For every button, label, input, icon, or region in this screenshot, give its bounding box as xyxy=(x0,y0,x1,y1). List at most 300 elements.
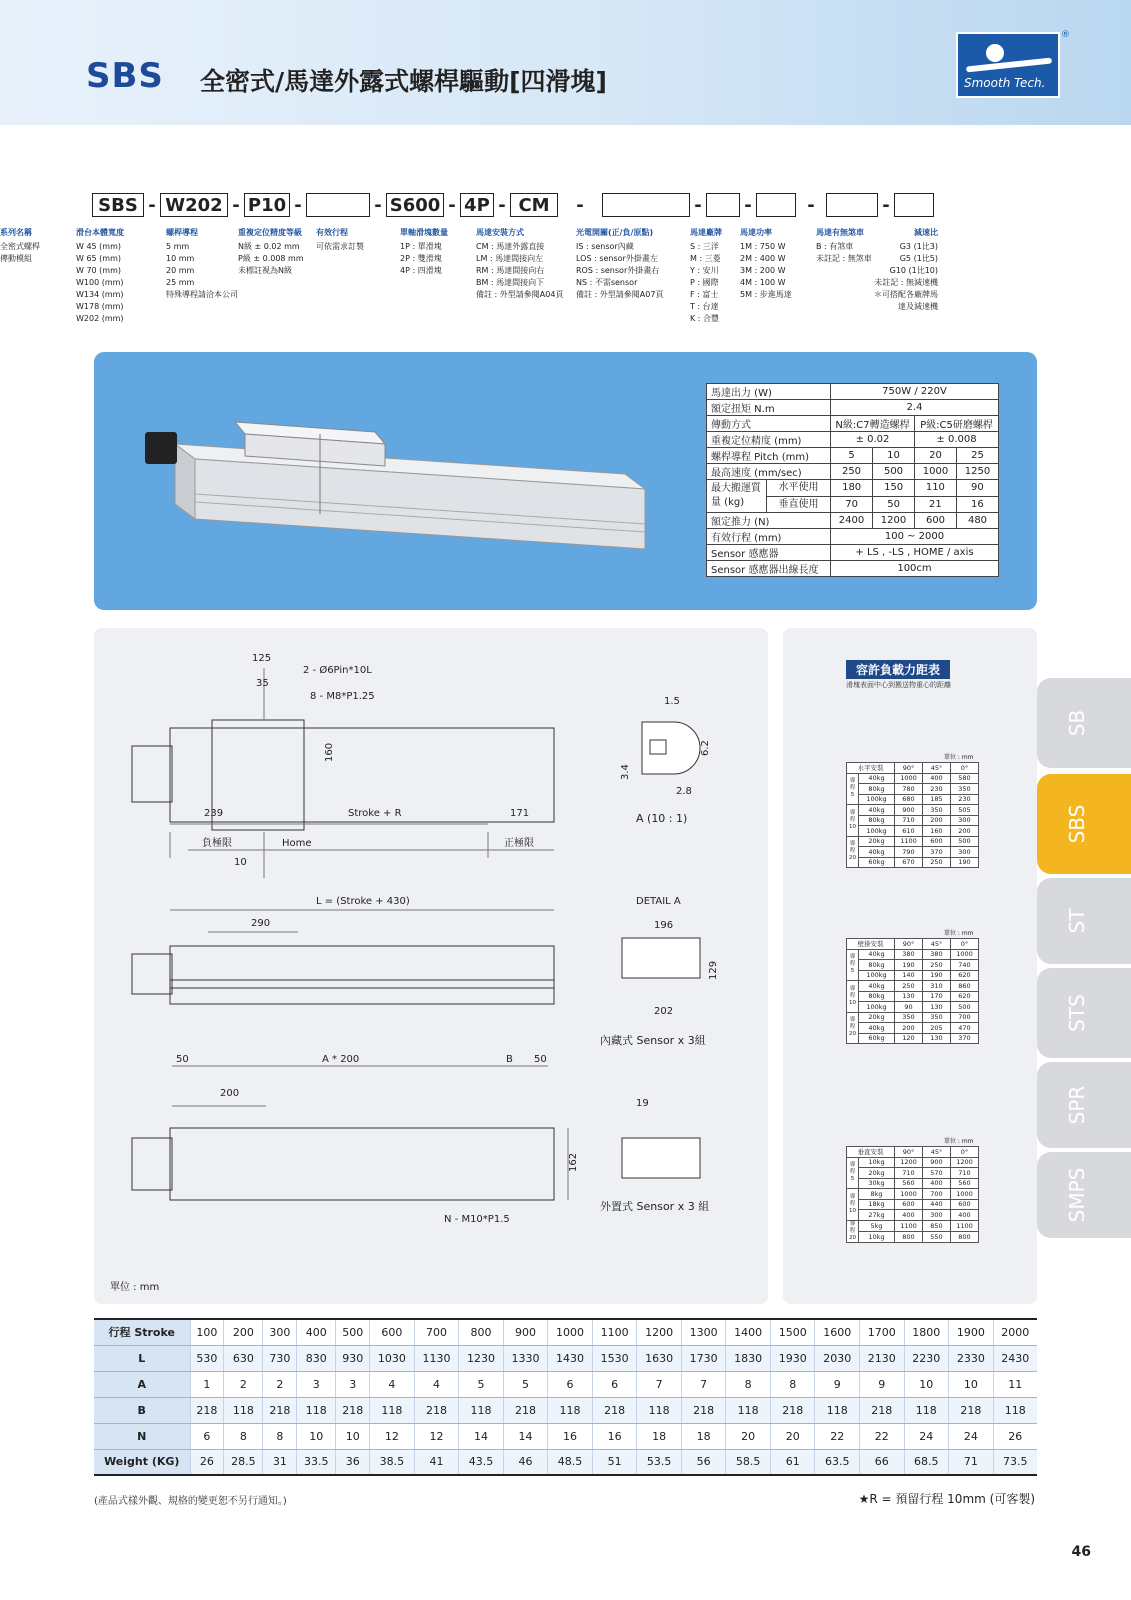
stroke-table-cell: 630 xyxy=(224,1345,263,1371)
spec-value: 16 xyxy=(971,498,984,510)
stroke-table-cell: 48.5 xyxy=(548,1449,593,1475)
tab-sbs[interactable] xyxy=(1037,774,1131,874)
dim-50a: 50 xyxy=(176,1054,189,1065)
load-angle: 45° xyxy=(923,939,951,950)
code-legend-head: 馬達功率 xyxy=(740,228,772,237)
code-legend-column xyxy=(0,227,40,265)
model-code-row: SBS - W202 - P10 - - S600 - 4P - CM - - - - - xyxy=(92,192,934,218)
code-legend-line: 全密式螺桿 xyxy=(0,242,40,251)
code-box-width: W202 xyxy=(160,193,228,217)
stroke-table-cell: 1630 xyxy=(637,1345,682,1371)
footnote-reserve: ★R = 預留行程 10mm (可客製) xyxy=(858,1492,1035,1506)
code-legend-column xyxy=(76,227,124,325)
code-legend-line: K : 合豐 xyxy=(690,314,720,323)
stroke-table-head: Weight (KG) xyxy=(94,1449,190,1475)
spec-value: 110 xyxy=(915,480,957,496)
code-legend-line: 5 mm xyxy=(166,242,190,251)
code-legend-line: W100 (mm) xyxy=(76,278,124,287)
stroke-table-cell: 1600 xyxy=(815,1319,860,1345)
load-cell: 18kg xyxy=(858,1199,894,1210)
code-legend-head: 單軸滑塊數量 xyxy=(400,228,448,237)
stroke-table-cell: 930 xyxy=(336,1345,370,1371)
code-legend-line: T : 台達 xyxy=(690,302,719,311)
company-logo xyxy=(956,30,1070,98)
code-box-sensor xyxy=(602,193,690,217)
stroke-table-head: 行程 Stroke xyxy=(94,1319,190,1345)
stroke-table-cell: 16 xyxy=(548,1423,593,1449)
load-cell: 1100 xyxy=(895,836,923,847)
load-table xyxy=(846,762,979,868)
load-cell: 900 xyxy=(923,1157,951,1168)
load-cell: 30kg xyxy=(858,1178,894,1189)
load-cell: 710 xyxy=(895,815,923,826)
stroke-table-cell: 4 xyxy=(370,1371,415,1397)
tab-sb[interactable] xyxy=(1037,678,1131,768)
load-cell: 790 xyxy=(895,847,923,858)
dim-10: 10 xyxy=(234,857,247,868)
dim-171: 171 xyxy=(510,808,530,819)
stroke-table-cell: 2230 xyxy=(904,1345,949,1371)
stroke-table-cell: 2000 xyxy=(993,1319,1037,1345)
load-cell: 610 xyxy=(895,826,923,837)
dim-pin: 2 - Ø6Pin*10L xyxy=(303,665,372,676)
stroke-table-cell: 2330 xyxy=(949,1345,994,1371)
dim-m8: 8 - M8*P1.25 xyxy=(310,691,375,702)
stroke-table-cell: 66 xyxy=(860,1449,905,1475)
stroke-table-cell: 58.5 xyxy=(726,1449,771,1475)
code-legend-line: 10 mm xyxy=(166,254,195,263)
stroke-table-cell: 218 xyxy=(263,1397,297,1423)
page-header xyxy=(0,0,1131,125)
load-cell: 670 xyxy=(895,857,923,868)
logo-swoosh-icon xyxy=(966,58,1052,73)
code-legend-line: 備註 : 外型請參閱A04頁 xyxy=(476,290,564,299)
load-pitch: 導程10 xyxy=(847,805,859,837)
load-cell: 1200 xyxy=(951,1157,979,1168)
code-legend-line: 1P : 單滑塊 xyxy=(400,242,442,251)
stroke-table-cell: 1900 xyxy=(949,1319,994,1345)
code-legend-line: IS : sensor內藏 xyxy=(576,242,634,251)
stroke-table-head: A xyxy=(94,1371,190,1397)
load-cell: 90 xyxy=(895,1002,923,1013)
stroke-table-cell: 7 xyxy=(681,1371,726,1397)
load-cell: 310 xyxy=(923,981,951,992)
load-pitch: 導程10 xyxy=(847,1189,859,1221)
load-cell: 1000 xyxy=(895,773,923,784)
code-legend-column xyxy=(816,227,872,265)
code-legend-line: W178 (mm) xyxy=(76,302,124,311)
load-cell: 205 xyxy=(923,1023,951,1034)
spec-label: Sensor 感應器出線長度 xyxy=(707,561,831,577)
stroke-table-cell: 218 xyxy=(190,1397,224,1423)
load-pitch: 導程20 xyxy=(847,836,859,868)
load-cell: 350 xyxy=(951,784,979,795)
load-table xyxy=(846,938,979,1044)
load-chart-subtitle: 滑塊表面中心到搬送物重心的距離 xyxy=(846,681,951,689)
load-table-head: 垂直安裝 xyxy=(847,1147,895,1158)
stroke-table-cell: 24 xyxy=(949,1423,994,1449)
code-legend-line: N級 ± 0.02 mm xyxy=(238,242,300,251)
load-cell: 400 xyxy=(895,1210,923,1221)
spec-value: 100cm xyxy=(831,561,999,577)
stroke-table-row xyxy=(94,1397,1037,1423)
code-legend-column xyxy=(740,227,792,301)
load-cell: 40kg xyxy=(858,949,894,960)
load-cell: 250 xyxy=(923,857,951,868)
code-box-motor-mount: CM xyxy=(510,193,558,217)
code-legend-line: G10 (1比10) xyxy=(889,266,938,275)
load-cell: 780 xyxy=(895,784,923,795)
dim-35: 35 xyxy=(256,678,269,689)
load-unit: 單位 : mm xyxy=(944,1138,974,1145)
load-cell: 1000 xyxy=(951,1189,979,1200)
stroke-table-cell: 118 xyxy=(637,1397,682,1423)
load-cell: 500 xyxy=(951,1002,979,1013)
pos-limit: 正極限 xyxy=(504,838,534,849)
code-legend-column xyxy=(238,227,304,277)
stroke-table-cell: 218 xyxy=(414,1397,459,1423)
stroke-table-cell: 1130 xyxy=(414,1345,459,1371)
page-title: 全密式/馬達外露式螺桿驅動[四滑塊] xyxy=(200,67,607,96)
stroke-table-cell: 118 xyxy=(548,1397,593,1423)
stroke-table-cell: 218 xyxy=(681,1397,726,1423)
stroke-table-cell: 4 xyxy=(414,1371,459,1397)
dim-stroke-r: Stroke + R xyxy=(348,808,402,819)
stroke-table-cell: 56 xyxy=(681,1449,726,1475)
stroke-table-cell: 26 xyxy=(190,1449,224,1475)
stroke-table-cell: 1000 xyxy=(548,1319,593,1345)
load-cell: 20kg xyxy=(858,1012,894,1023)
spec-value: 150 xyxy=(873,480,915,496)
stroke-table-cell: 2030 xyxy=(815,1345,860,1371)
technical-drawing xyxy=(94,628,768,1304)
stroke-table-cell: 900 xyxy=(503,1319,548,1345)
stroke-table-row xyxy=(94,1449,1037,1475)
dim-a200: A * 200 xyxy=(322,1054,360,1065)
load-cell: 60kg xyxy=(858,1033,894,1044)
spec-value: 5 xyxy=(831,448,873,464)
load-cell: 80kg xyxy=(858,815,894,826)
stroke-table-cell: 7 xyxy=(637,1371,682,1397)
code-legend-line: 25 mm xyxy=(166,278,195,287)
stroke-table-cell: 43.5 xyxy=(459,1449,504,1475)
spec-value: ± 0.008 xyxy=(915,432,999,448)
dim-34: 3.4 xyxy=(620,764,631,780)
load-cell: 600 xyxy=(923,836,951,847)
load-cell: 40kg xyxy=(858,1023,894,1034)
spec-value: 25 xyxy=(957,448,999,464)
stroke-table-cell: 730 xyxy=(263,1345,297,1371)
code-box-stroke: S600 xyxy=(386,193,444,217)
stroke-table-cell: 2 xyxy=(224,1371,263,1397)
stroke-table-cell: 68.5 xyxy=(904,1449,949,1475)
spec-table xyxy=(706,383,999,577)
stroke-table-cell: 33.5 xyxy=(297,1449,336,1475)
load-cell: 560 xyxy=(951,1178,979,1189)
stroke-table-cell: 1930 xyxy=(770,1345,815,1371)
dim-62: 6.2 xyxy=(700,740,711,756)
load-cell: 580 xyxy=(951,773,979,784)
load-table xyxy=(846,1146,979,1243)
outer-sensor-label: 外置式 Sensor x 3 組 xyxy=(600,1200,710,1213)
stroke-table-cell: 8 xyxy=(224,1423,263,1449)
stroke-table-cell: 1400 xyxy=(726,1319,771,1345)
stroke-table-cell: 2130 xyxy=(860,1345,905,1371)
load-cell: 350 xyxy=(895,1012,923,1023)
stroke-table-cell: 830 xyxy=(297,1345,336,1371)
stroke-table-cell: 1830 xyxy=(726,1345,771,1371)
code-legend-column xyxy=(476,227,563,301)
load-cell: 80kg xyxy=(858,991,894,1002)
tab-st[interactable] xyxy=(1037,878,1131,964)
code-legend-line: B : 有煞車 xyxy=(816,242,854,251)
spec-value: 10 xyxy=(873,448,915,464)
page-number: 46 xyxy=(1071,1544,1091,1560)
stroke-table-cell: 14 xyxy=(503,1423,548,1449)
stroke-table-cell: 5 xyxy=(503,1371,548,1397)
load-cell: 200 xyxy=(895,1023,923,1034)
dim-m10: N - M10*P1.5 xyxy=(444,1214,510,1225)
tab-label: SB xyxy=(1065,709,1089,737)
load-cell: 800 xyxy=(895,1231,923,1242)
stroke-table-cell: 1500 xyxy=(770,1319,815,1345)
stroke-table-cell: 118 xyxy=(224,1397,263,1423)
load-cell: 100kg xyxy=(858,1002,894,1013)
spec-value: 1200 xyxy=(873,513,915,529)
tab-sts[interactable] xyxy=(1037,968,1131,1058)
code-legend-line: CM : 馬達外露直接 xyxy=(476,242,545,251)
code-box-brand xyxy=(706,193,740,217)
load-angle: 90° xyxy=(895,763,923,774)
dim-202: 202 xyxy=(654,1006,674,1017)
stroke-table-cell: 41 xyxy=(414,1449,459,1475)
spec-load-group: 最大搬運質量 (kg) xyxy=(707,480,767,512)
load-pitch: 導程5 xyxy=(847,1157,859,1189)
tab-label: SBS xyxy=(1065,804,1089,844)
dim-239: 239 xyxy=(204,808,224,819)
stroke-table-cell: 12 xyxy=(414,1423,459,1449)
tab-label: SMPS xyxy=(1065,1167,1089,1223)
spec-value: N級:C7轉造螺桿 xyxy=(831,416,915,432)
spec-value: 2.4 xyxy=(831,400,999,416)
load-cell: 230 xyxy=(923,784,951,795)
dim-129: 129 xyxy=(708,960,719,980)
code-legend-line: LM : 馬達間接向左 xyxy=(476,254,544,263)
dim-15: 1.5 xyxy=(664,696,680,707)
load-chart-title: 容許負載力距表 xyxy=(846,660,950,679)
load-cell: 300 xyxy=(951,847,979,858)
load-cell: 860 xyxy=(951,981,979,992)
spec-value: + LS , -LS , HOME / axis xyxy=(831,545,999,561)
stroke-table-cell: 18 xyxy=(637,1423,682,1449)
code-legend-head: 系列名稱 xyxy=(0,228,32,237)
logo-dot-icon xyxy=(986,44,1004,62)
tab-label: SPR xyxy=(1065,1085,1089,1125)
code-legend-line: P : 國際 xyxy=(690,278,719,287)
stroke-table-cell: 12 xyxy=(370,1423,415,1449)
load-cell: 250 xyxy=(895,981,923,992)
spec-label: 最高速度 (mm/sec) xyxy=(707,464,831,480)
code-legend-column xyxy=(166,227,238,301)
spec-value: 600 xyxy=(915,513,957,529)
stroke-table-cell: 31 xyxy=(263,1449,297,1475)
code-legend-column xyxy=(316,227,364,253)
load-cell: 140 xyxy=(895,970,923,981)
dim-290: 290 xyxy=(251,918,271,929)
stroke-table-cell: 1330 xyxy=(503,1345,548,1371)
spec-label: Sensor 感應器 xyxy=(707,545,831,561)
stroke-table-cell: 22 xyxy=(860,1423,905,1449)
stroke-table-cell: 20 xyxy=(770,1423,815,1449)
code-legend-line: W202 (mm) xyxy=(76,314,124,323)
stroke-table-cell: 10 xyxy=(904,1371,949,1397)
load-cell: 80kg xyxy=(858,784,894,795)
stroke-table-cell: 218 xyxy=(592,1397,637,1423)
code-legend-line: 20 mm xyxy=(166,266,195,275)
tab-smps[interactable] xyxy=(1037,1152,1131,1238)
load-cell: 900 xyxy=(895,805,923,816)
spec-value: 20 xyxy=(915,448,957,464)
load-cell: 40kg xyxy=(858,805,894,816)
load-cell: 600 xyxy=(895,1199,923,1210)
load-cell: 100kg xyxy=(858,970,894,981)
code-legend-head: 重複定位精度等級 xyxy=(238,228,302,237)
spec-value: 500 xyxy=(873,464,915,480)
load-angle: 90° xyxy=(895,1147,923,1158)
dim-162: 162 xyxy=(568,1152,579,1172)
stroke-table-cell: 218 xyxy=(860,1397,905,1423)
load-angle: 0° xyxy=(951,763,979,774)
code-legend-line: M : 三菱 xyxy=(690,254,721,263)
code-legend-line: 傳動模組 xyxy=(0,254,32,263)
stroke-table-cell: 8 xyxy=(770,1371,815,1397)
stroke-table-cell: 1230 xyxy=(459,1345,504,1371)
stroke-table-cell: 3 xyxy=(336,1371,370,1397)
stroke-table-cell: 218 xyxy=(503,1397,548,1423)
load-cell: 600 xyxy=(951,1199,979,1210)
load-cell: 20kg xyxy=(858,1168,894,1179)
dim-50b: 50 xyxy=(534,1054,547,1065)
load-cell: 130 xyxy=(923,1033,951,1044)
code-legend-head: 減速比 xyxy=(914,228,938,237)
load-cell: 700 xyxy=(951,1012,979,1023)
stroke-table-cell: 218 xyxy=(336,1397,370,1423)
load-cell: 200 xyxy=(923,815,951,826)
load-cell: 10kg xyxy=(858,1231,894,1242)
stroke-table-head: B xyxy=(94,1397,190,1423)
code-legend-line: LOS : sensor外掛畫左 xyxy=(576,254,658,263)
load-cell: 440 xyxy=(923,1199,951,1210)
load-cell: 185 xyxy=(923,794,951,805)
load-cell: 1200 xyxy=(895,1157,923,1168)
inner-sensor-label: 內藏式 Sensor x 3組 xyxy=(600,1034,706,1047)
load-cell: 10kg xyxy=(858,1157,894,1168)
code-legend-line: G5 (1比5) xyxy=(899,254,938,263)
load-cell: 800 xyxy=(951,1231,979,1242)
load-unit: 單位 : mm xyxy=(944,754,974,761)
load-cell: 550 xyxy=(923,1231,951,1242)
load-cell: 130 xyxy=(895,991,923,1002)
code-legend-line: 4P : 四滑塊 xyxy=(400,266,442,275)
code-legend-line: 3M : 200 W xyxy=(740,266,786,275)
dim-length: L = (Stroke + 430) xyxy=(316,896,410,907)
stroke-table-cell: 51 xyxy=(592,1449,637,1475)
tab-label: STS xyxy=(1065,994,1089,1032)
stroke-table-cell: 1730 xyxy=(681,1345,726,1371)
footnote-disclaimer: (產品式樣外觀、規格的變更恕不另行通知。) xyxy=(94,1496,287,1507)
code-legend-line: W 45 (mm) xyxy=(76,242,122,251)
code-legend-line: W134 (mm) xyxy=(76,290,124,299)
load-cell: 170 xyxy=(923,991,951,1002)
stroke-table-row xyxy=(94,1345,1037,1371)
stroke-table-cell: 600 xyxy=(370,1319,415,1345)
stroke-table-cell: 14 xyxy=(459,1423,504,1449)
code-legend-head: 馬達安裝方式 xyxy=(476,228,524,237)
load-angle: 0° xyxy=(951,1147,979,1158)
code-legend-line: 2M : 400 W xyxy=(740,254,786,263)
stroke-table-cell: 6 xyxy=(190,1423,224,1449)
code-box-sliders: 4P xyxy=(460,193,494,217)
home-label: Home xyxy=(282,838,312,849)
code-box-pitch: P10 xyxy=(244,193,290,217)
load-cell: 500 xyxy=(951,836,979,847)
dim-200: 200 xyxy=(220,1088,240,1099)
code-legend-line: 備註 : 外型請參閱A07頁 xyxy=(576,290,664,299)
code-legend-line: W 70 (mm) xyxy=(76,266,122,275)
stroke-table-cell: 1100 xyxy=(592,1319,637,1345)
load-cell: 40kg xyxy=(858,773,894,784)
load-angle: 90° xyxy=(895,939,923,950)
spec-value: 1000 xyxy=(915,464,957,480)
code-legend-line: 4M : 100 W xyxy=(740,278,786,287)
detail-label: DETAIL A xyxy=(636,896,681,907)
load-cell: 350 xyxy=(923,1012,951,1023)
load-angle: 45° xyxy=(923,763,951,774)
load-angle: 45° xyxy=(923,1147,951,1158)
stroke-table-cell: 530 xyxy=(190,1345,224,1371)
load-angle: 0° xyxy=(951,939,979,950)
stroke-table-cell: 300 xyxy=(263,1319,297,1345)
stroke-table-cell: 118 xyxy=(459,1397,504,1423)
load-cell: 300 xyxy=(923,1210,951,1221)
code-legend-head: 有效行程 xyxy=(316,228,348,237)
code-legend-column xyxy=(690,227,722,325)
stroke-table-cell: 16 xyxy=(592,1423,637,1449)
tab-spr[interactable] xyxy=(1037,1062,1131,1148)
load-cell: 1000 xyxy=(951,949,979,960)
code-legend-line: F : 富士 xyxy=(690,290,719,299)
stroke-table-cell: 1700 xyxy=(860,1319,905,1345)
code-legend-column xyxy=(576,227,663,301)
stroke-table-cell: 118 xyxy=(993,1397,1037,1423)
spec-value: 250 xyxy=(831,464,873,480)
load-unit: 單位 : mm xyxy=(944,930,974,937)
neg-limit: 負極限 xyxy=(202,838,232,849)
spec-label: 有效行程 (mm) xyxy=(707,529,831,545)
load-cell: 40kg xyxy=(858,847,894,858)
load-pitch: 導程20 xyxy=(847,1012,859,1044)
load-cell: 620 xyxy=(951,991,979,1002)
stroke-table-cell: 200 xyxy=(224,1319,263,1345)
product-image xyxy=(145,414,665,564)
code-legend-column xyxy=(874,227,938,313)
stroke-table-cell: 1800 xyxy=(904,1319,949,1345)
code-legend-line: 可依需求訂製 xyxy=(316,242,364,251)
load-cell: 1100 xyxy=(951,1220,979,1231)
load-table-head: 壁掛安裝 xyxy=(847,939,895,950)
stroke-table-cell: 61 xyxy=(770,1449,815,1475)
side-tabs xyxy=(1037,678,1131,1238)
